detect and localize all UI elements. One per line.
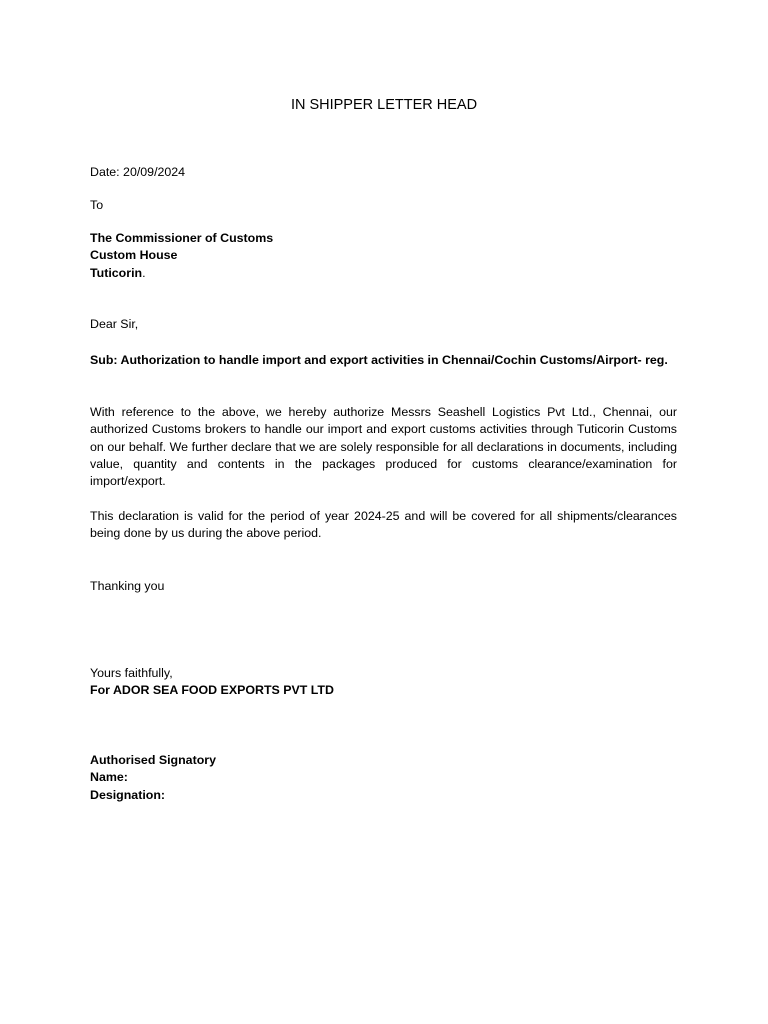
salutation: Dear Sir, bbox=[90, 317, 139, 331]
letter-heading: IN SHIPPER LETTER HEAD bbox=[290, 97, 478, 113]
signatory-title: Authorised Signatory bbox=[90, 753, 216, 767]
closing-block bbox=[90, 665, 334, 700]
addressee-block bbox=[90, 230, 273, 282]
addressee-city: Tuticorin bbox=[90, 265, 143, 280]
closing-line: Yours faithfully, bbox=[90, 666, 173, 680]
signatory-block bbox=[90, 752, 216, 804]
company-name: For ADOR SEA FOOD EXPORTS PVT LTD bbox=[90, 683, 334, 698]
addressee-line-3 bbox=[90, 265, 273, 282]
body-paragraph-2: This declaration is valid for the period of year 2024-25 and will be covered for all shipments/clearances being done by us during the above period. bbox=[90, 509, 677, 541]
signatory-name-label: Name: bbox=[90, 770, 128, 785]
recipient-to: To bbox=[90, 198, 104, 212]
body-paragraph-1: With reference to the above, we hereby authorize Messrs Seashell Logistics Pvt Ltd., Chennai, our authorized Customs brokers to handle our import and export customs activities through Tuticorin Customs on our behalf. We further declare that we are solely responsible for all declarations in documents, including value, quantity and contents in the packages produced for customs clearance/examination for import/export. bbox=[90, 405, 677, 489]
addressee-line-1: The Commissioner of Customs bbox=[90, 231, 274, 245]
subject-line: Sub: Authorization to handle import and export activities in Chennai/Cochin Customs/Airport- reg. bbox=[90, 353, 668, 367]
thanks-line: Thanking you bbox=[90, 579, 165, 593]
signatory-designation-label: Designation: bbox=[90, 787, 166, 802]
addressee-city-suffix: . bbox=[142, 265, 146, 280]
letter-date: Date: 20/09/2024 bbox=[90, 165, 186, 179]
addressee-line-2: Custom House bbox=[90, 248, 178, 263]
